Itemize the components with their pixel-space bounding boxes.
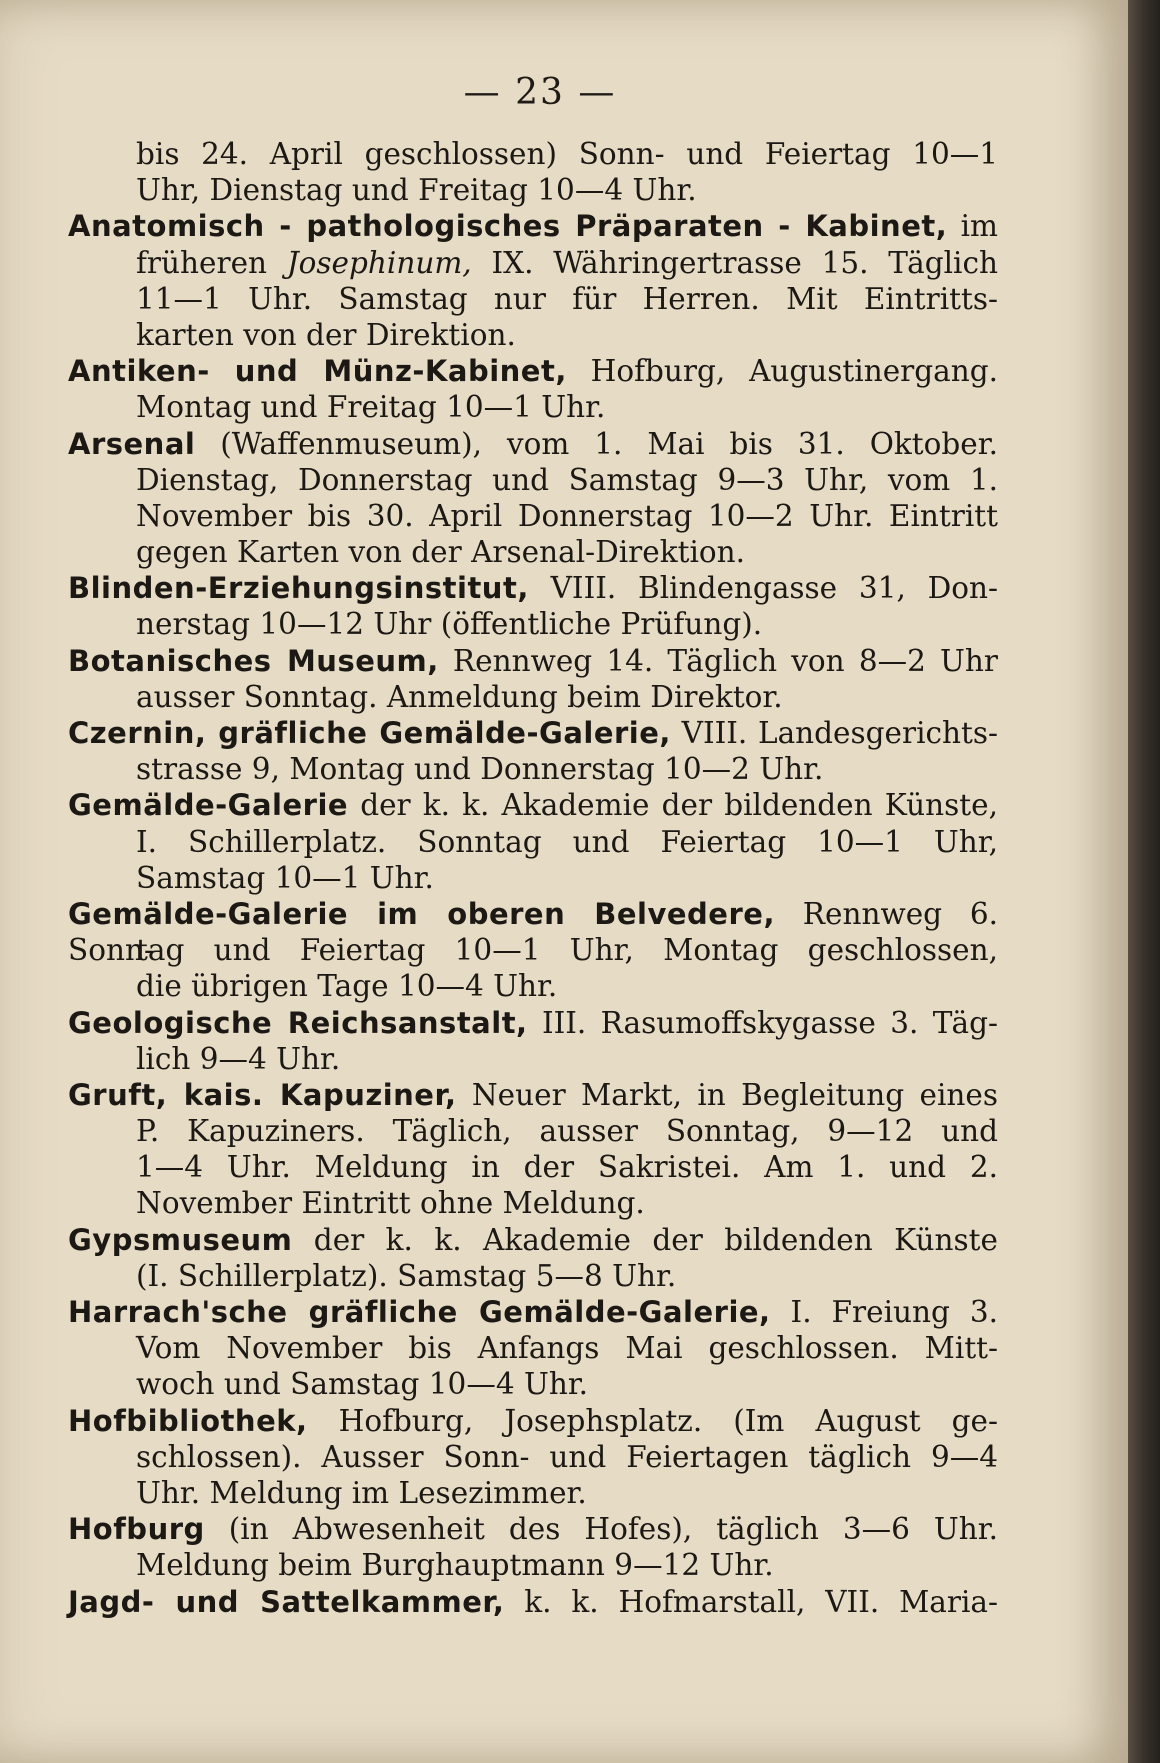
entry-heading: Blinden-Erziehungsinstitut, — [68, 571, 529, 606]
entry-text: Rennweg 6. Sonn- — [68, 896, 998, 968]
entry-line — [68, 245, 998, 281]
entry-line — [68, 1077, 998, 1113]
entry-geologisch — [68, 1005, 998, 1077]
entry-line — [68, 208, 998, 244]
entry-line — [68, 1403, 998, 1439]
entry-line — [68, 715, 998, 751]
entry-anatomisch — [68, 208, 998, 353]
text-line: 11—1 Uhr. Samstag nur für Herren. Mit Eintritts- — [136, 281, 998, 316]
entry-text: Hofburg, Josephsplatz. (Im August ge- — [307, 1403, 998, 1438]
entry-heading: Czernin, gräfliche Gemälde-Galerie, — [68, 716, 671, 750]
text-line: gegen Karten von der Arsenal-Direktion. — [136, 535, 746, 570]
text-line: Samstag 10—1 Uhr. — [136, 860, 434, 895]
page-body — [68, 136, 998, 1620]
entry-continuation — [68, 136, 998, 208]
entry-arsenal — [68, 426, 998, 571]
entry-gypsmuseum — [68, 1222, 998, 1294]
text-line: nerstag 10—12 Uhr (öffentliche Prüfung). — [136, 607, 763, 642]
entry-belvedere — [68, 896, 998, 1005]
entry-line — [68, 1294, 998, 1330]
entry-heading: Anatomisch - pathologisches Präparaten - Kabinet, — [68, 209, 948, 244]
text-line: Meldung beim Burghauptmann 9—12 Uhr. — [136, 1548, 774, 1583]
entry-text: III. Rasumoffskygasse 3. Täg- — [527, 1005, 998, 1040]
entry-hofbibliothek — [68, 1403, 998, 1512]
text-line: bis 24. April geschlossen) Sonn- und Feiertag 10—1 — [136, 137, 998, 171]
entry-text: Neuer Markt, in Begleitung eines — [456, 1077, 998, 1112]
text-line: die übrigen Tage 10—4 Uhr. — [136, 969, 558, 1004]
entry-text: der k. k. Akademie der bildenden Künste — [292, 1222, 998, 1257]
entry-heading: Botanisches Museum, — [68, 643, 439, 678]
entry-text: im — [947, 209, 998, 244]
entry-text: VIII. Blindengasse 31, Don- — [528, 571, 998, 606]
entry-text: früheren — [136, 245, 287, 280]
entry-line — [68, 1222, 998, 1258]
entry-heading: Geologische Reichsanstalt, — [68, 1005, 528, 1040]
entry-text: Rennweg 14. Täglich von 8—2 Uhr — [438, 643, 998, 678]
text-line: woch und Samstag 10—4 Uhr. — [136, 1367, 589, 1402]
entry-heading: Hofbibliothek, — [68, 1403, 308, 1438]
entry-heading: Gemälde-Galerie — [68, 788, 349, 823]
entry-heading: Arsenal — [68, 426, 196, 461]
text-line: Montag und Freitag 10—1 Uhr. — [136, 390, 606, 425]
entry-hofburg — [68, 1511, 998, 1583]
entry-jagd — [68, 1584, 998, 1620]
entry-line — [68, 1005, 998, 1041]
entry-botanisch — [68, 643, 998, 715]
entry-text: der k. k. Akademie der bildenden Künste, — [348, 788, 998, 823]
entry-heading: Antiken- und Münz-Kabinet, — [68, 354, 567, 389]
entry-line — [68, 643, 998, 679]
text-line: (I. Schillerplatz). Samstag 5—8 Uhr. — [136, 1258, 677, 1293]
entry-heading: Harrach'sche gräfliche Gemälde-Galerie, — [68, 1295, 771, 1329]
entry-harrach — [68, 1294, 998, 1403]
entry-gemaelde-akademie — [68, 787, 998, 896]
entry-antiken — [68, 353, 998, 425]
entry-text: k. k. Hofmarstall, VII. Maria- — [504, 1584, 998, 1619]
text-line: November Eintritt ohne Meldung. — [136, 1186, 645, 1221]
text-line: Uhr, Dienstag und Freitag 10—4 Uhr. — [136, 173, 697, 208]
text-line: November bis 30. April Donnerstag 10—2 Uhr. Eintritt — [136, 498, 998, 533]
entry-line — [68, 353, 998, 389]
entry-text: IX. Währingertrasse 15. Täglich — [471, 245, 998, 280]
entry-line — [68, 1511, 998, 1547]
text-line: tag und Feiertag 10—1 Uhr, Montag geschlossen, — [136, 933, 998, 968]
entry-heading: Gruft, kais. Kapuziner, — [68, 1077, 457, 1112]
entry-text: (Waffenmuseum), vom 1. Mai bis 31. Oktober. — [195, 426, 998, 461]
entry-heading: Jagd- und Sattelkammer, — [68, 1584, 505, 1619]
entry-line — [68, 1584, 998, 1620]
text-line: schlossen). Ausser Sonn- und Feiertagen täglich 9—4 — [136, 1439, 998, 1474]
text-line: Vom November bis Anfangs Mai geschlossen. Mitt- — [136, 1331, 998, 1366]
page-edge — [1128, 0, 1160, 1763]
page-number: — 23 — — [463, 72, 617, 113]
entry-text: (in Abwesenheit des Hofes), täglich 3—6 Uhr. — [204, 1512, 998, 1547]
text-line: 1—4 Uhr. Meldung in der Sakristei. Am 1. und 2. — [136, 1150, 998, 1185]
entry-text: VIII. Landesgerichts- — [670, 716, 998, 750]
entry-text: Hofburg, Augustinergang. — [566, 354, 998, 389]
text-line: P. Kapuziners. Täglich, ausser Sonntag, 9—12 und — [136, 1114, 998, 1149]
text-line: ausser Sonntag. Anmeldung beim Direktor. — [136, 679, 783, 714]
text-line: I. Schillerplatz. Sonntag und Feiertag 10—1 Uhr, — [136, 824, 998, 859]
entry-blinden — [68, 570, 998, 642]
entry-text: I. Freiung 3. — [770, 1295, 999, 1329]
text-line: karten von der Direktion. — [136, 317, 516, 352]
entry-line — [68, 570, 998, 606]
entry-heading: Gemälde-Galerie im oberen Belvedere, — [68, 896, 775, 931]
text-line: strasse 9, Montag und Donnerstag 10—2 Uhr. — [136, 752, 824, 787]
text-line: Dienstag, Donnerstag und Samstag 9—3 Uhr, vom 1. — [136, 462, 998, 497]
entry-heading: Hofburg — [68, 1512, 205, 1547]
entry-heading: Gypsmuseum — [68, 1222, 293, 1257]
entry-czernin — [68, 715, 998, 787]
text-line: lich 9—4 Uhr. — [136, 1041, 341, 1076]
entry-gruft — [68, 1077, 998, 1222]
entry-line — [68, 426, 998, 462]
entry-text-italic: Josephinum, — [286, 245, 472, 280]
entry-line — [68, 787, 998, 823]
text-line: Uhr. Meldung im Lesezimmer. — [136, 1475, 587, 1510]
